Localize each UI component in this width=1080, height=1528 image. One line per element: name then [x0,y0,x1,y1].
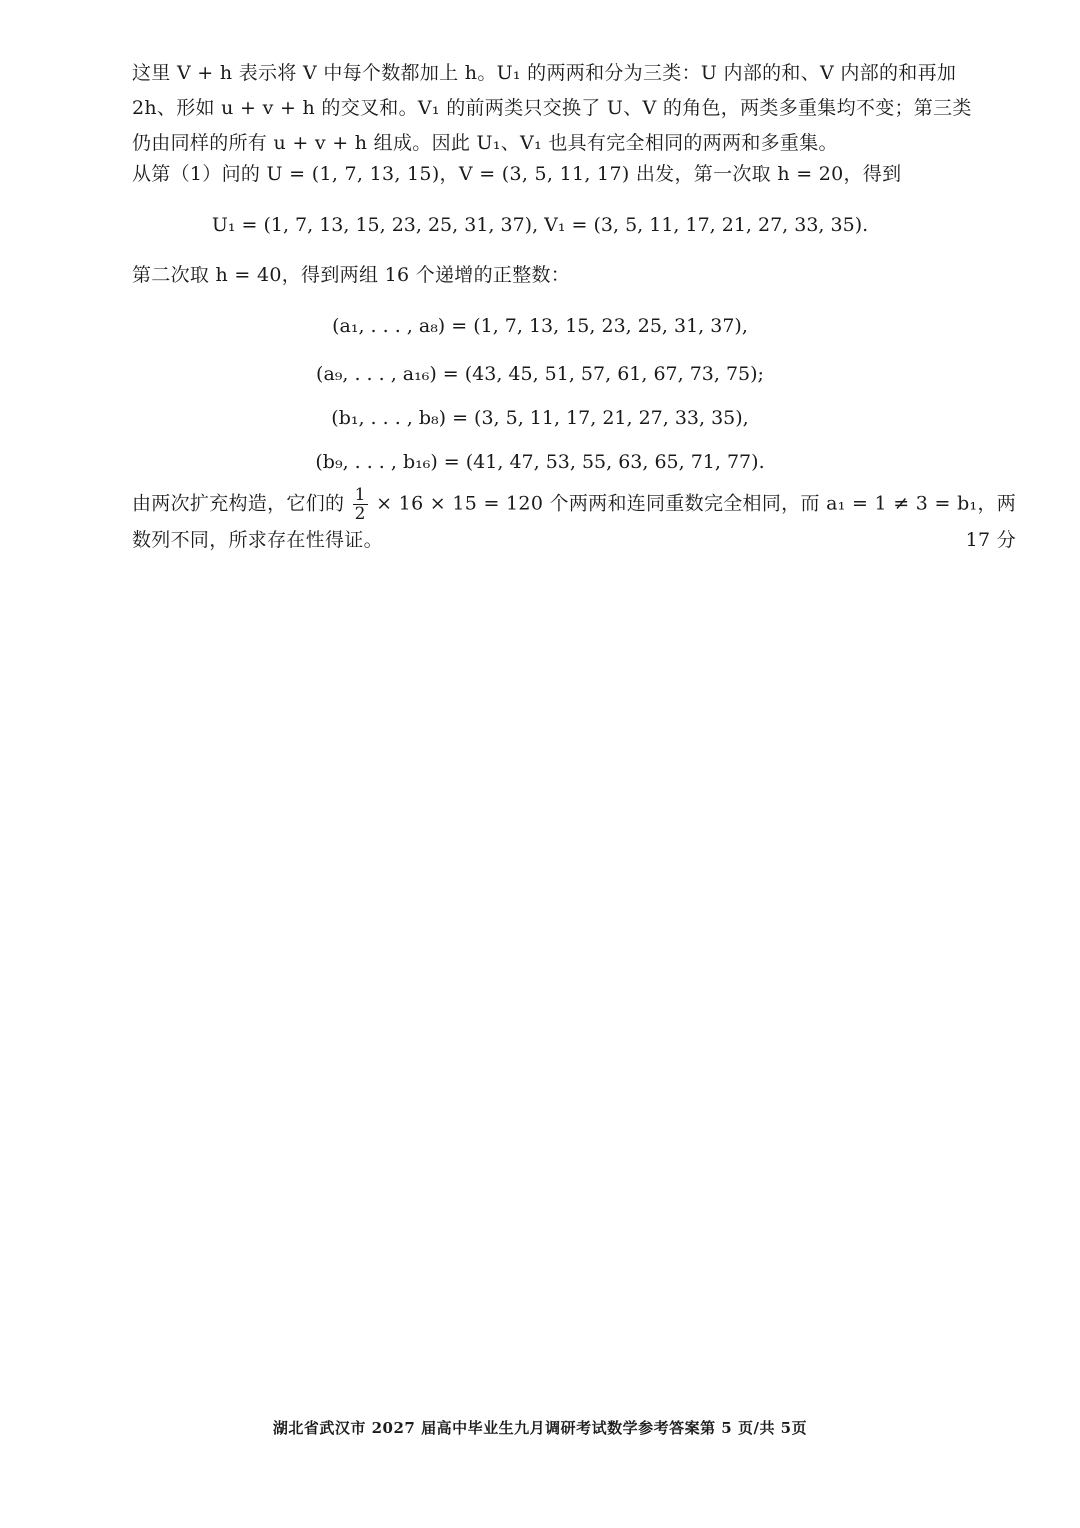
equation-u1-v1: U₁ = (1, 7, 13, 15, 23, 25, 31, 37), V₁ = (3, 5, 11, 17, 21, 27, 33, 35). [211,214,869,236]
fraction-one-half [353,486,368,523]
equation-b9-b16: (b₉, . . . , b₁₆) = (41, 47, 53, 55, 63, 65, 71, 77). [315,451,765,473]
fraction-numerator: 1 [354,485,366,505]
conclusion-text-end: × 16 × 15 = 120 个两两和连同重数完全相同，而 a₁ = 1 ≠ 3 = b₁，两 [376,492,1017,515]
text-line: 仍由同样的所有 u + v + h 组成。因此 U₁、V₁ 也具有完全相同的两两和多重集。 [132,132,838,154]
paragraph-second-extension [132,258,1016,293]
paragraph-first-extension [132,157,1016,192]
conclusion-text-start: 由两次扩充构造，它们的 [132,492,345,515]
paragraph-pairwise-sum-classes [132,56,1016,161]
equation-a1-a8: (a₁, . . . , a₈) = (1, 7, 13, 15, 23, 25, 31, 37), [332,315,748,337]
fraction-denominator: 2 [354,504,366,524]
text-line: 2h、形如 u + v + h 的交叉和。V₁ 的前两类只交换了 U、V 的角色，两类多重集均不变；第三类 [132,97,972,119]
text-line: 这里 V + h 表示将 V 中每个数都加上 h。U₁ 的两两和分为三类：U 内部的和、V 内部的和再加 [132,62,957,84]
text-line: 第二次取 h = 40，得到两组 16 个递增的正整数： [132,264,571,286]
conclusion-final-text: 数列不同，所求存在性得证。 [132,529,383,551]
conclusion-last-line [132,523,1016,558]
page-footer: 湖北省武汉市 2027 届高中毕业生九月调研考试数学参考答案第 5 页/共 5页 [272,1419,808,1437]
paragraph-conclusion [132,486,1016,558]
conclusion-line [132,486,1016,523]
text-line: 从第（1）问的 U = (1, 7, 13, 15)，V = (3, 5, 11, 17) 出发，第一次取 h = 20，得到 [132,163,902,185]
score-label: 17 分 [965,529,1016,551]
equation-b1-b8: (b₁, . . . , b₈) = (3, 5, 11, 17, 21, 27, 33, 35), [331,407,749,429]
equation-a9-a16: (a₉, . . . , a₁₆) = (43, 45, 51, 57, 61, 67, 73, 75); [316,363,764,385]
